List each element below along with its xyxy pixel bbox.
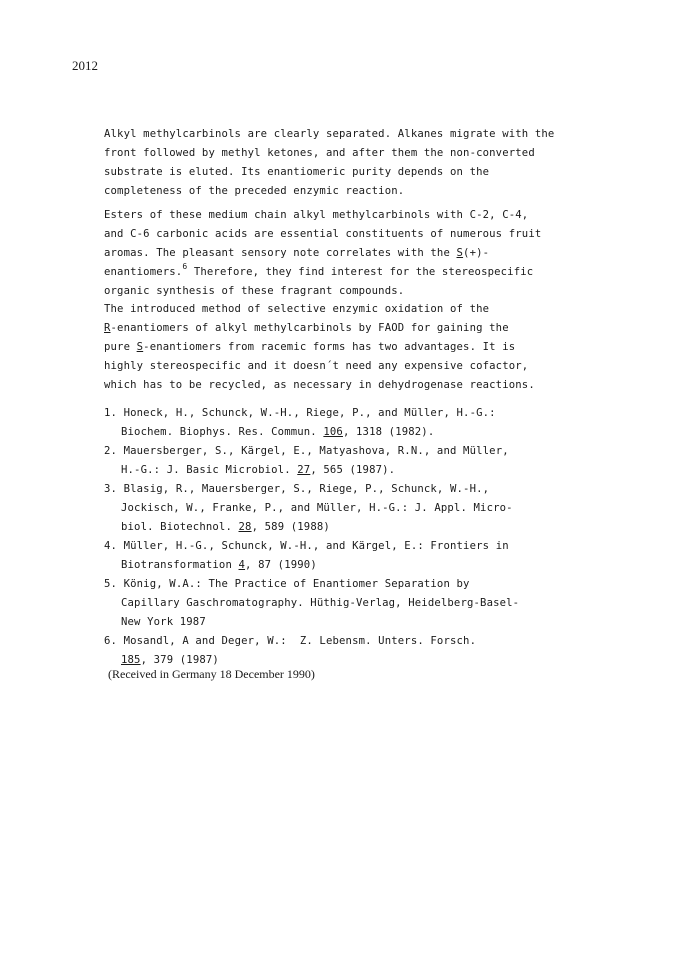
received-note: (Received in Germany 18 December 1990) (108, 667, 315, 681)
reference-line (104, 461, 624, 480)
text-line: The introduced method of selective enzymic oxidation of the (104, 303, 490, 315)
text-span: -enantiomers from racemic forms has two advantages. It is (143, 341, 516, 353)
reference-line (104, 423, 624, 442)
reference-text: Honeck, H., Schunck, W.-H., Riege, P., and Müller, H.-G.: (123, 407, 496, 419)
text-line: Alkyl methylcarbinols are clearly separated. Alkanes migrate with the (104, 128, 555, 140)
paragraph-2 (104, 206, 624, 301)
text-span: (+)- (463, 247, 490, 259)
reference-text: Mauersberger, S., Kärgel, E., Matyashova, R.N., and Müller, (123, 445, 509, 457)
reference-line (104, 537, 624, 556)
text-line (104, 244, 624, 263)
reference-number: 2. (104, 445, 118, 457)
reference-number: 6. (104, 635, 118, 647)
reference-text: Capillary Gaschromatography. Hüthig-Verlag, Heidelberg-Basel- (121, 597, 520, 609)
reference-line (104, 404, 624, 423)
text-span: aromas. The pleasant sensory note correlates with the (104, 247, 457, 259)
reference-text: , 379 (1987) (140, 654, 219, 666)
reference-number: 5. (104, 578, 118, 590)
reference-item (104, 442, 624, 480)
reference-text: biol. Biotechnol. (121, 521, 239, 533)
reference-line (104, 613, 624, 632)
reference-number: 1. (104, 407, 118, 419)
reference-number: 3. (104, 483, 118, 495)
reference-line (104, 575, 624, 594)
reference-item (104, 537, 624, 575)
citation-superscript: 6 (182, 262, 188, 271)
volume-number: 27 (297, 464, 311, 476)
text-line: highly stereospecific and it doesn´t need any expensive cofactor, (104, 360, 529, 372)
reference-line (104, 518, 624, 537)
text-line: Esters of these medium chain alkyl methylcarbinols with C-2, C-4, (104, 209, 529, 221)
stereo-descriptor: S (136, 341, 144, 353)
stereo-descriptor: R (104, 322, 111, 334)
reference-text: Biochem. Biophys. Res. Commun. (121, 426, 324, 438)
text-line: and C-6 carbonic acids are essential constituents of numerous fruit (104, 228, 542, 240)
reference-text: , 87 (1990) (245, 559, 317, 571)
text-span: -enantiomers of alkyl methylcarbinols by FAOD for gaining the (110, 322, 509, 334)
reference-text: Müller, H.-G., Schunck, W.-H., and Kärgel, E.: Frontiers in (123, 540, 509, 552)
paragraph-1 (104, 125, 624, 201)
reference-line (104, 442, 624, 461)
text-line: substrate is eluted. Its enantiomeric purity depends on the (104, 166, 490, 178)
text-span: pure (104, 341, 137, 353)
text-line (104, 263, 624, 282)
stereo-descriptor: S (456, 247, 464, 259)
reference-item (104, 632, 624, 670)
page-number: 2012 (72, 58, 98, 73)
text-line: front followed by methyl ketones, and after them the non-converted (104, 147, 535, 159)
reference-text: Blasig, R., Mauersberger, S., Riege, P., Schunck, W.-H., (123, 483, 490, 495)
volume-number: 185 (121, 654, 141, 666)
reference-item (104, 575, 624, 632)
reference-line (104, 632, 624, 651)
paragraph-3 (104, 300, 624, 395)
text-line (104, 319, 624, 338)
reference-text: , 565 (1987). (310, 464, 396, 476)
reference-text: , 1318 (1982). (342, 426, 435, 438)
text-line (104, 338, 624, 357)
text-span: enantiomers. (104, 266, 183, 278)
reference-text: Jockisch, W., Franke, P., and Müller, H.-G.: J. Appl. Micro- (121, 502, 513, 514)
reference-text: König, W.A.: The Practice of Enantiomer Separation by (123, 578, 470, 590)
reference-text: New York 1987 (121, 616, 206, 628)
reference-text: H.-G.: J. Basic Microbiol. (121, 464, 298, 476)
reference-text: Mosandl, A and Deger, W.: Z. Lebensm. Unters. Forsch. (123, 635, 477, 647)
reference-line (104, 499, 624, 518)
text-line: which has to be recycled, as necessary in dehydrogenase reactions. (104, 379, 535, 391)
reference-line (104, 594, 624, 613)
text-line: organic synthesis of these fragrant compounds. (104, 285, 405, 297)
reference-text: Biotransformation (121, 559, 239, 571)
reference-text: , 589 (1988) (251, 521, 330, 533)
reference-item (104, 404, 624, 442)
reference-item (104, 480, 624, 537)
text-span: Therefore, they find interest for the stereospecific (187, 266, 534, 278)
reference-line (104, 480, 624, 499)
volume-number: 28 (238, 521, 252, 533)
volume-number: 106 (323, 426, 343, 438)
text-line: completeness of the preceded enzymic reaction. (104, 185, 405, 197)
reference-line (104, 556, 624, 575)
volume-number: 4 (238, 559, 246, 571)
reference-number: 4. (104, 540, 118, 552)
reference-list (104, 404, 624, 670)
